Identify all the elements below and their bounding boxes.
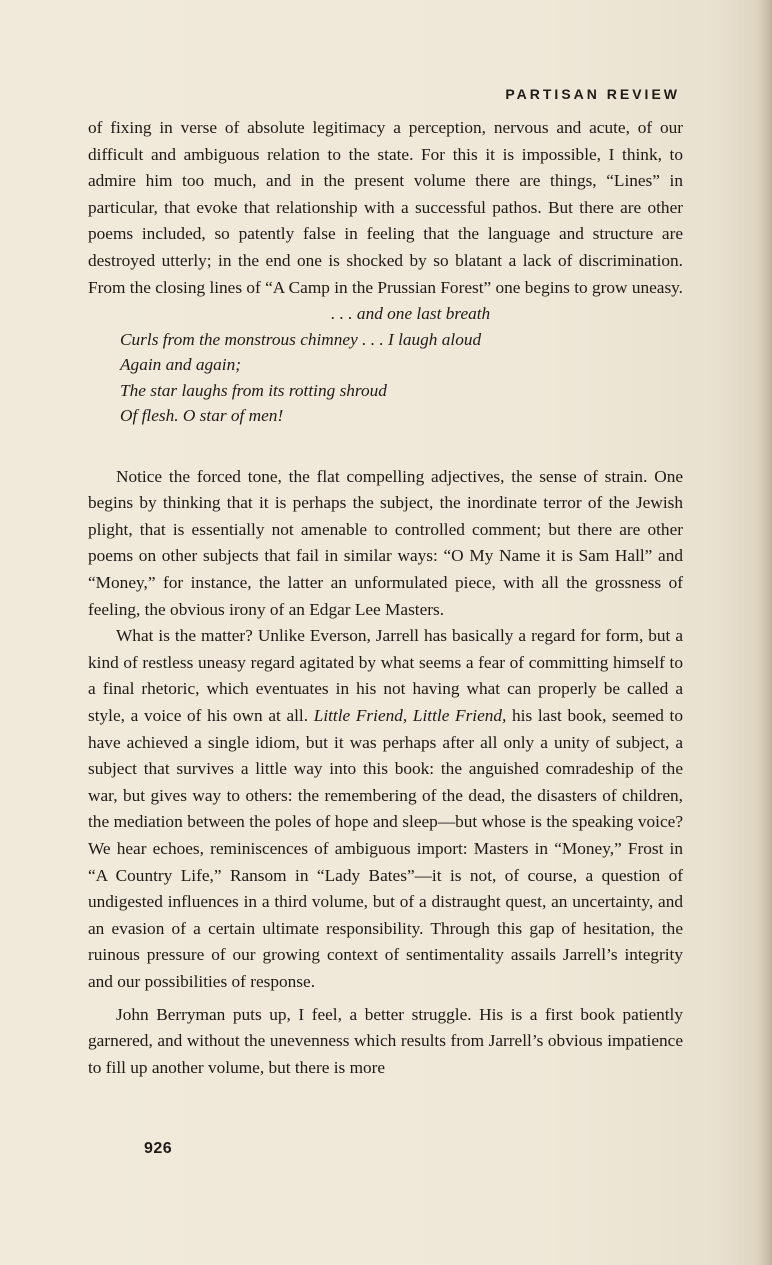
- verse-line: Of flesh. O star of men!: [120, 406, 284, 426]
- paragraph-text: his last book, seemed to have achieved a single idiom, but it was perhaps after all only a unity of subject, a subject that survives a little way into this book: the anguished comradeship of the war, but gives way to others: the remembering of the dead, the disasters of children, the mediation between the poles of hope and sleep—but whose is the speaking voice? We hear echoes, reminiscences of ambiguous import: Masters in “Money,” Frost in “A Country Life,” Ransom in “Lady Bates”—it is not, of course, a question of undigested influences in a third volume, but of a distraught quest, an uncertainty, and an evasion of a certain ultimate responsibility. Through this gap of hesitation, the ruinous pressure of our growing context of sentimentality assails Jarrell’s integrity and our possibilities of response.: [88, 706, 683, 991]
- body-text: [88, 115, 683, 1081]
- verse-line: . . . and one last breath: [331, 304, 491, 324]
- paragraph-continued: of fixing in verse of absolute legitimacy a perception, nervous and acute, of our difficult and ambiguous relation to the state. For this it is impossible, I think, to admire him too much, and in the present volume there are things, “Lines” in particular, that evoke that relationship with a successful pathos. But there are other poems included, so patently false in feeling that the language and structure are destroyed utterly; in the end one is shocked by so blatant a lack of discrimination. From the closing lines of “A Camp in the Prussian Forest” one begins to grow uneasy.: [88, 118, 684, 297]
- running-head: PARTISAN REVIEW: [505, 86, 680, 102]
- verse-line: Again and again;: [120, 355, 241, 375]
- page-number: 926: [144, 1140, 173, 1157]
- verse-line: Curls from the monstrous chimney . . . I laugh aloud: [120, 329, 482, 349]
- verse-quotation: [88, 301, 683, 429]
- book-title: Little Friend, Little Friend,: [313, 706, 507, 725]
- paragraph: [88, 623, 683, 995]
- paragraph: Notice the forced tone, the flat compelling adjectives, the sense of strain. One begins by thinking that it is perhaps the subject, the inordinate terror of the Jewish plight, that is essentially not amenable to controlled comment; but there are other poems on other subjects that fail in similar ways: “O My Name it is Sam Hall” and “Money,” for instance, the latter an unformulated piece, with all the grossness of feeling, the obvious irony of an Edgar Lee Masters.: [88, 466, 683, 619]
- paragraph: John Berryman puts up, I feel, a better struggle. His is a first book patiently garnered, and without the unevenness which results from Jarrell’s obvious impatience to fill up another volume, but there is more: [88, 1004, 683, 1077]
- page-edge-shadow: [758, 0, 772, 1265]
- verse-line: The star laughs from its rotting shroud: [120, 380, 387, 400]
- paragraph-text: What is the matter? Unlike Everson, Jarrell has basically a regard for form, but a kind of restless uneasy regard agitated by what seems a fear of committing himself to a final rhetoric, which eventuates in his not having what can properly be called a style, a voice of his own at all.: [88, 626, 683, 725]
